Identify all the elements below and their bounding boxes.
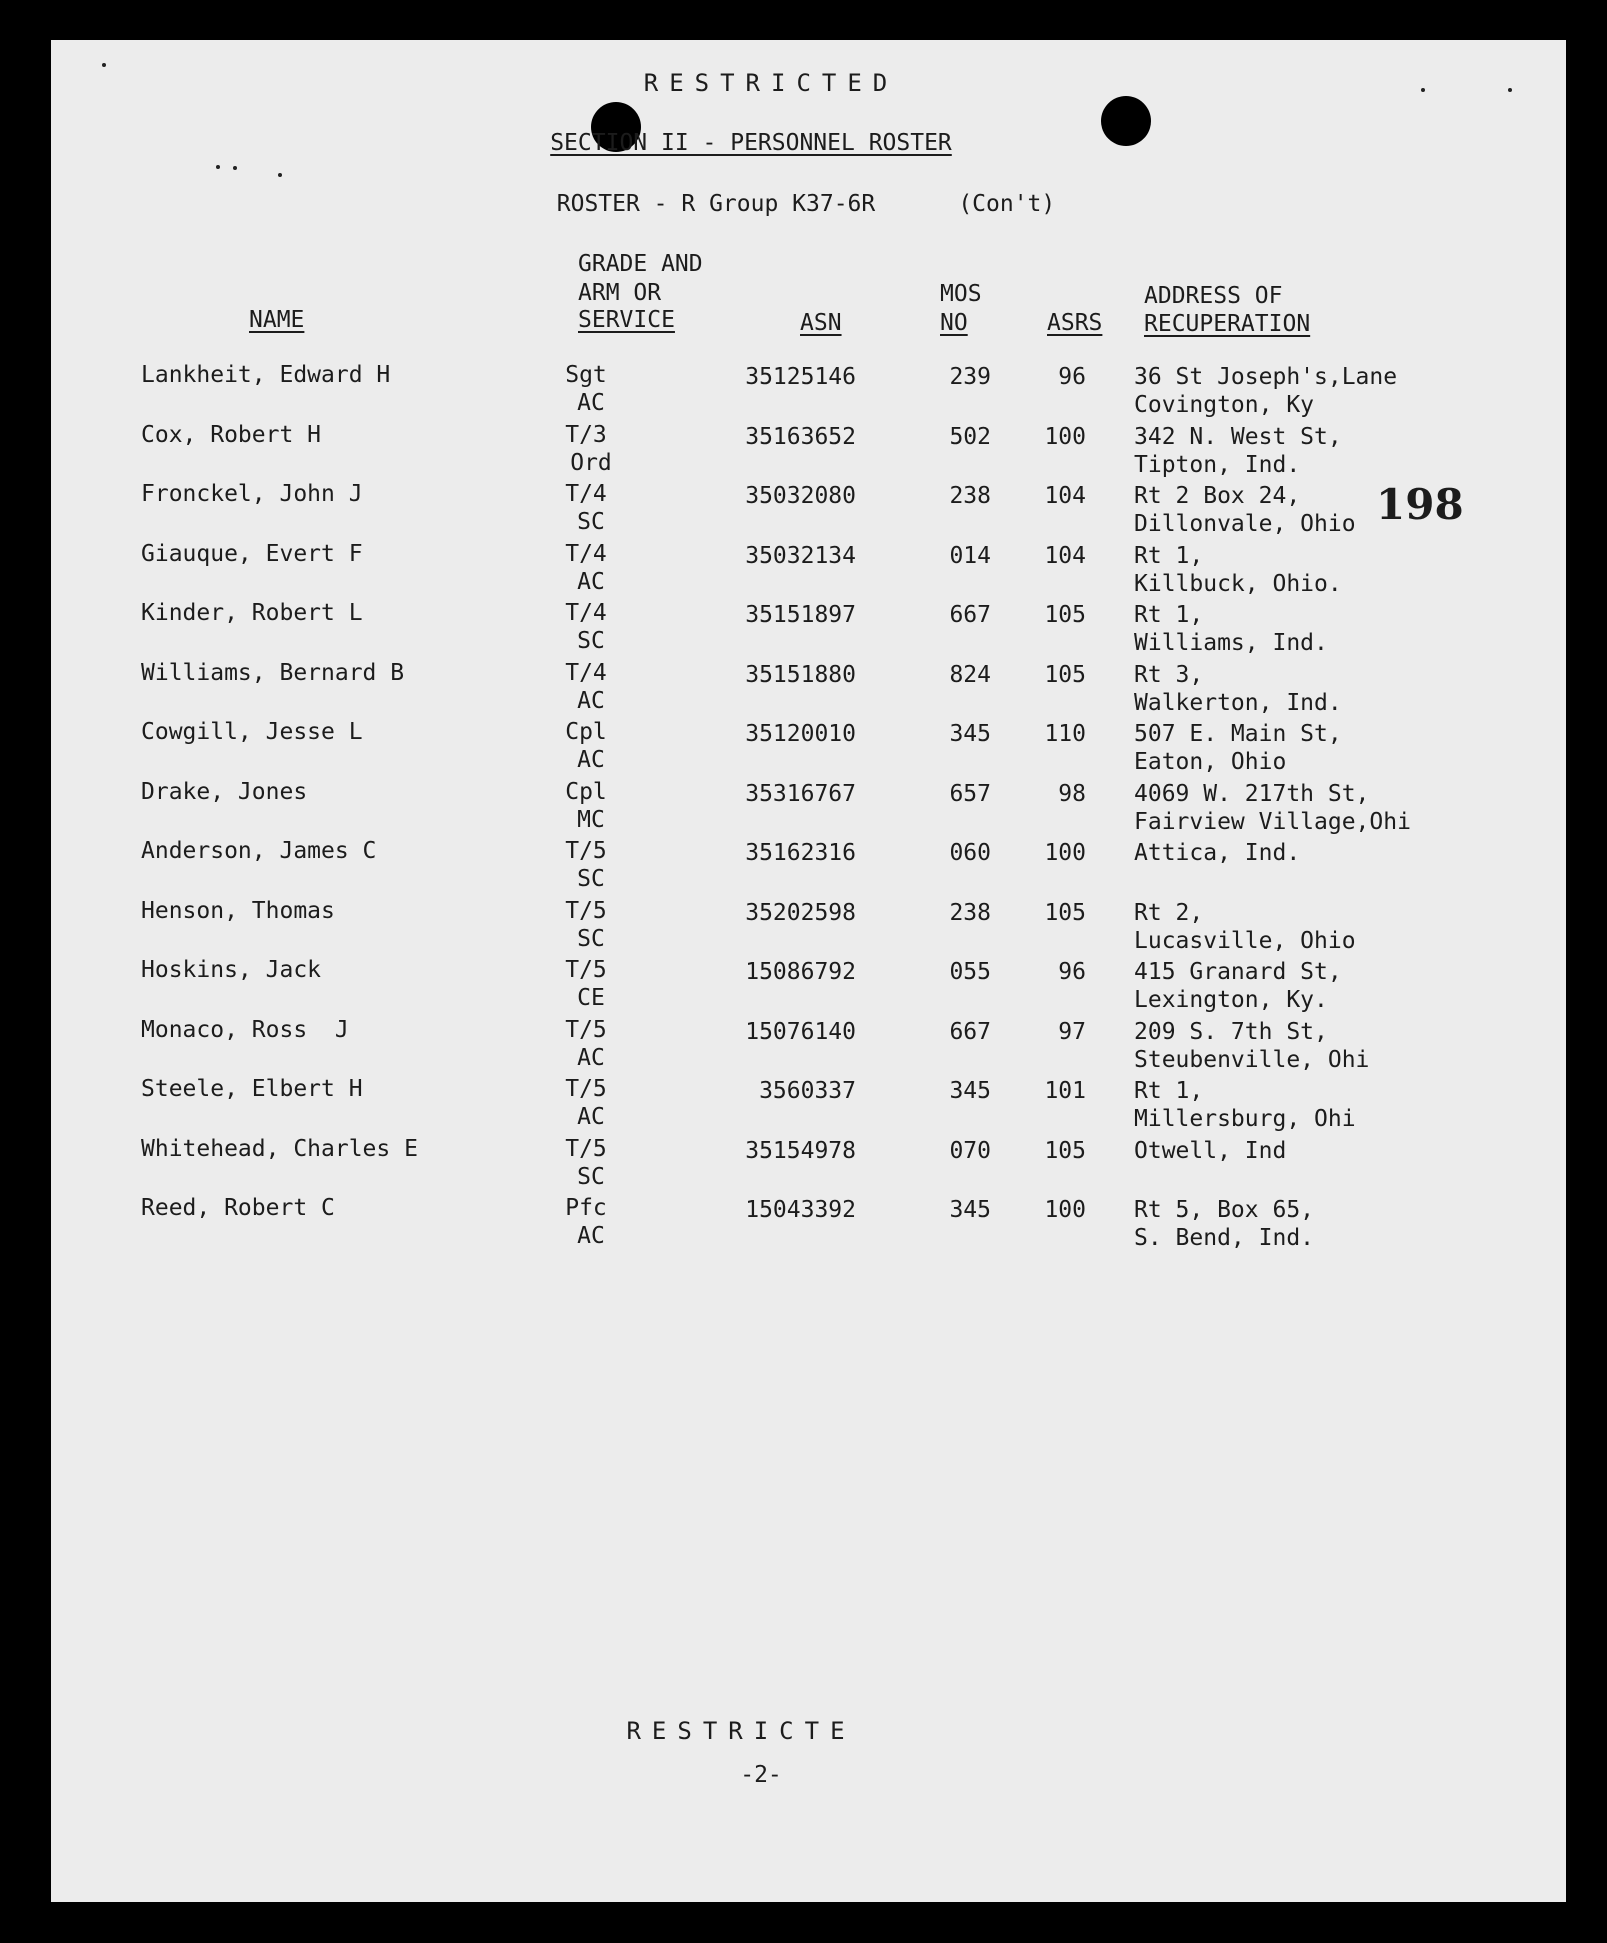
- cell-address-line2: S. Bend, Ind.: [1134, 1225, 1315, 1251]
- cell-mos: 055: [949, 959, 991, 985]
- cell-address-line2: Eaton, Ohio: [1134, 749, 1287, 775]
- cell-asrs: 101: [1044, 1078, 1086, 1104]
- cell-asn: 35032080: [745, 483, 856, 509]
- cell-address-line1: 4069 W. 217th St,: [1134, 781, 1370, 807]
- cell-asn: 35032134: [745, 543, 856, 569]
- cell-asn: 35151897: [745, 602, 856, 628]
- speck: [1508, 88, 1512, 92]
- cell-name: Steele, Elbert H: [141, 1076, 363, 1102]
- cell-arm: SC: [577, 926, 605, 952]
- cell-asn: 3560337: [759, 1078, 856, 1104]
- cell-asrs: 110: [1044, 721, 1086, 747]
- cell-name: Cowgill, Jesse L: [141, 719, 363, 745]
- cell-asn: 35125146: [745, 364, 856, 390]
- cell-address-line2: Killbuck, Ohio.: [1134, 571, 1342, 597]
- cell-arm: AC: [577, 569, 605, 595]
- cell-name: Henson, Thomas: [141, 898, 335, 924]
- cell-asrs: 96: [1058, 959, 1086, 985]
- cell-address-line2: Lexington, Ky.: [1134, 987, 1328, 1013]
- cell-arm: AC: [577, 1045, 605, 1071]
- cell-arm: Ord: [570, 450, 612, 476]
- cell-address-line1: Attica, Ind.: [1134, 840, 1301, 866]
- cell-grade: T/4: [565, 481, 607, 507]
- section-title: SECTION II - PERSONNEL ROSTER: [550, 130, 952, 156]
- cell-address-line1: Rt 1,: [1134, 1078, 1204, 1104]
- speck: [233, 166, 237, 170]
- cell-grade: Pfc: [565, 1195, 607, 1221]
- cell-asn: 35151880: [745, 662, 856, 688]
- cell-name: Whitehead, Charles E: [141, 1136, 418, 1162]
- col-name: NAME: [249, 307, 305, 333]
- cell-address-line1: Rt 2,: [1134, 900, 1204, 926]
- cell-name: Anderson, James C: [141, 838, 377, 864]
- cell-grade: T/3: [565, 422, 607, 448]
- classification-bottom: RESTRICTE: [626, 1717, 856, 1745]
- cell-arm: SC: [577, 866, 605, 892]
- cell-grade: Cpl: [565, 779, 607, 805]
- cell-arm: AC: [577, 1223, 605, 1249]
- cell-arm: AC: [577, 747, 605, 773]
- page-number: -2-: [740, 1762, 782, 1788]
- page-stamp: 198: [1376, 480, 1464, 529]
- cell-address-line2: Walkerton, Ind.: [1134, 690, 1342, 716]
- cell-arm: MC: [577, 807, 605, 833]
- cell-asrs: 105: [1044, 1138, 1086, 1164]
- cell-address-line2: Lucasville, Ohio: [1134, 928, 1356, 954]
- col-grade-line1: GRADE AND: [578, 251, 703, 277]
- cell-name: Williams, Bernard B: [141, 660, 405, 686]
- cell-grade: Sgt: [565, 362, 607, 388]
- cell-asn: 15086792: [745, 959, 856, 985]
- cell-grade: T/5: [565, 1076, 607, 1102]
- cell-name: Reed, Robert C: [141, 1195, 335, 1221]
- cell-arm: SC: [577, 628, 605, 654]
- cell-asrs: 105: [1044, 900, 1086, 926]
- cell-address-line1: Rt 1,: [1134, 602, 1204, 628]
- cell-name: Fronckel, John J: [141, 481, 363, 507]
- cell-asrs: 104: [1044, 483, 1086, 509]
- cell-asn: 35154978: [745, 1138, 856, 1164]
- roster-title: ROSTER - R Group K37-6R (Con't): [556, 191, 1056, 217]
- cell-asn: 35316767: [745, 781, 856, 807]
- cell-asrs: 97: [1058, 1019, 1086, 1045]
- cell-name: Drake, Jones: [141, 779, 308, 805]
- cell-address-line1: Rt 5, Box 65,: [1134, 1197, 1315, 1223]
- cell-grade: T/4: [565, 600, 607, 626]
- col-asrs: ASRS: [1047, 310, 1103, 336]
- cell-mos: 345: [949, 1197, 991, 1223]
- cell-grade: T/4: [565, 541, 607, 567]
- cell-grade: T/5: [565, 957, 607, 983]
- cell-grade: T/5: [565, 1017, 607, 1043]
- cell-address-line2: Tipton, Ind.: [1134, 452, 1301, 478]
- cell-arm: SC: [577, 1164, 605, 1190]
- cell-asrs: 100: [1044, 424, 1086, 450]
- cell-address-line2: Covington, Ky: [1134, 392, 1315, 418]
- cell-asrs: 98: [1058, 781, 1086, 807]
- cell-mos: 060: [949, 840, 991, 866]
- cell-mos: 667: [949, 1019, 991, 1045]
- cell-mos: 345: [949, 1078, 991, 1104]
- document-page: [51, 40, 1566, 1902]
- cell-grade: T/4: [565, 660, 607, 686]
- cell-name: Hoskins, Jack: [141, 957, 322, 983]
- cell-asn: 15043392: [745, 1197, 856, 1223]
- cell-name: Giauque, Evert F: [141, 541, 363, 567]
- col-mos-line1: MOS: [940, 281, 982, 307]
- speck: [278, 173, 282, 177]
- cell-arm: SC: [577, 509, 605, 535]
- speck: [216, 165, 220, 169]
- cell-mos: 502: [949, 424, 991, 450]
- cell-asrs: 100: [1044, 840, 1086, 866]
- col-mos-line2: NO: [940, 310, 968, 336]
- col-asn: ASN: [800, 310, 842, 336]
- cell-arm: AC: [577, 1104, 605, 1130]
- cell-name: Lankheit, Edward H: [141, 362, 391, 388]
- cell-address-line1: Otwell, Ind: [1134, 1138, 1287, 1164]
- cell-address-line2: Dillonvale, Ohio: [1134, 511, 1356, 537]
- classification-top: RESTRICTED: [643, 69, 899, 97]
- cell-asrs: 104: [1044, 543, 1086, 569]
- cell-address-line1: Rt 2 Box 24,: [1134, 483, 1301, 509]
- cell-address-line2: Fairview Village,Ohi: [1134, 809, 1411, 835]
- cell-address-line1: Rt 1,: [1134, 543, 1204, 569]
- cell-name: Monaco, Ross J: [141, 1017, 349, 1043]
- cell-arm: CE: [577, 985, 605, 1011]
- cell-arm: AC: [577, 390, 605, 416]
- cell-grade: T/5: [565, 838, 607, 864]
- cell-asn: 15076140: [745, 1019, 856, 1045]
- speck: [102, 63, 106, 67]
- cell-address-line1: 415 Granard St,: [1134, 959, 1342, 985]
- cell-asrs: 96: [1058, 364, 1086, 390]
- col-address-line2: RECUPERATION: [1144, 311, 1311, 337]
- cell-mos: 657: [949, 781, 991, 807]
- cell-address-line1: 36 St Joseph's,Lane: [1134, 364, 1398, 390]
- col-grade-line2: ARM OR: [578, 280, 662, 306]
- cell-mos: 667: [949, 602, 991, 628]
- cell-address-line1: 507 E. Main St,: [1134, 721, 1342, 747]
- cell-asrs: 100: [1044, 1197, 1086, 1223]
- cell-address-line1: Rt 3,: [1134, 662, 1204, 688]
- cell-name: Kinder, Robert L: [141, 600, 363, 626]
- cell-mos: 824: [949, 662, 991, 688]
- cell-address-line2: Williams, Ind.: [1134, 630, 1328, 656]
- cell-grade: T/5: [565, 898, 607, 924]
- cell-grade: Cpl: [565, 719, 607, 745]
- cell-mos: 238: [949, 900, 991, 926]
- cell-asrs: 105: [1044, 662, 1086, 688]
- cell-asn: 35162316: [745, 840, 856, 866]
- cell-asn: 35202598: [745, 900, 856, 926]
- col-grade-line3: SERVICE: [578, 307, 675, 333]
- cell-mos: 239: [949, 364, 991, 390]
- cell-asrs: 105: [1044, 602, 1086, 628]
- cell-address-line2: Steubenville, Ohi: [1134, 1047, 1370, 1073]
- cell-mos: 014: [949, 543, 991, 569]
- cell-asn: 35163652: [745, 424, 856, 450]
- cell-mos: 345: [949, 721, 991, 747]
- cell-mos: 070: [949, 1138, 991, 1164]
- cell-mos: 238: [949, 483, 991, 509]
- col-address-line1: ADDRESS OF: [1144, 283, 1283, 309]
- cell-name: Cox, Robert H: [141, 422, 322, 448]
- speck: [1421, 88, 1425, 92]
- cell-address-line2: Millersburg, Ohi: [1134, 1106, 1356, 1132]
- cell-address-line1: 209 S. 7th St,: [1134, 1019, 1328, 1045]
- cell-arm: AC: [577, 688, 605, 714]
- cell-grade: T/5: [565, 1136, 607, 1162]
- punch-hole-right: [1101, 96, 1151, 146]
- cell-asn: 35120010: [745, 721, 856, 747]
- cell-address-line1: 342 N. West St,: [1134, 424, 1342, 450]
